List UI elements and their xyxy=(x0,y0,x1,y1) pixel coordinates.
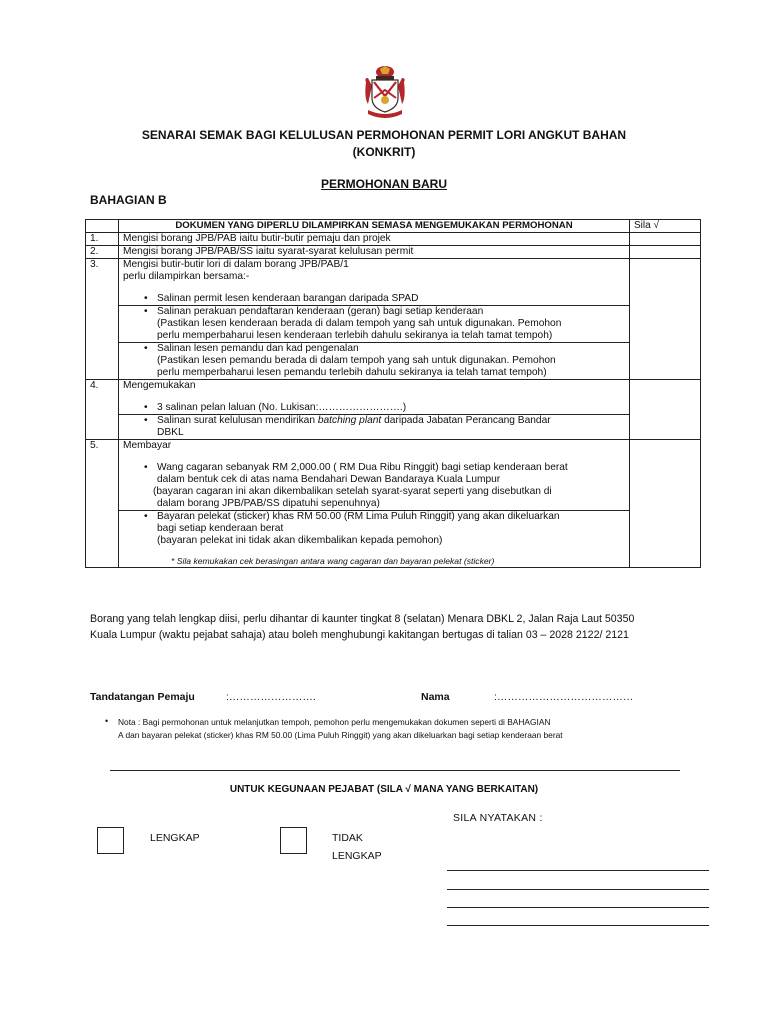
bullet-item: • 3 salinan pelan laluan (No. Lukisan:…………………….) xyxy=(157,402,625,414)
nota-text xyxy=(118,716,688,742)
bullet-item: • Bayaran pelekat (sticker) khas RM 50.00 (RM Lima Puluh Ringgit) yang akan dikeluarkan xyxy=(157,511,625,523)
specify-line-1[interactable] xyxy=(447,870,709,871)
table-footnote: * Sila kemukakan cek berasingan antara wang cagaran dan bayaran pelekat (sticker) xyxy=(171,556,495,566)
bullet-note: (bayaran cagaran ini akan dikembalikan setelah syarat-syarat seperti yang disebutkan di xyxy=(153,486,552,497)
checklist-table xyxy=(85,219,701,568)
bullet-note: dalam bentuk cek di atas nama Bendahari Dewan Bandaraya Kuala Lumpur xyxy=(157,474,501,485)
bullet-item: • Salinan perakuan pendaftaran kenderaan (geran) bagi setiap kenderaan xyxy=(157,306,625,318)
document-title-suffix: (KONKRIT) xyxy=(352,145,416,159)
bullet-note: (bayaran pelekat ini tidak akan dikembalikan kepada pemohon) xyxy=(157,535,443,546)
name-label: Nama xyxy=(421,691,450,703)
table-row xyxy=(86,233,701,246)
table-row xyxy=(86,380,701,415)
tidak-lengkap-label: TIDAK LENGKAP xyxy=(332,832,382,862)
header-document-cell: DOKUMEN YANG DIPERLU DILAMPIRKAN SEMASA MENGEMUKAKAN PERMOHONAN xyxy=(119,220,630,233)
check-cell[interactable] xyxy=(630,233,701,246)
bullet-list xyxy=(123,511,625,523)
developer-signature-field[interactable]: :……………………. xyxy=(226,691,316,703)
name-field[interactable]: :………………………………… xyxy=(494,691,634,703)
bullet-item: • Salinan surat kelulusan mendirikan batching plant daripada Jabatan Perancang Bandar xyxy=(157,415,625,427)
row-number: 4. xyxy=(86,380,119,440)
nota-line: A dan bayaran pelekat (sticker) khas RM 50.00 (Lima Puluh Ringgit) yang akan dikeluarkan bagi setiap kenderaan berat xyxy=(118,730,563,740)
table-row xyxy=(86,259,701,306)
table-subrow xyxy=(86,343,701,380)
table-subrow xyxy=(86,511,701,568)
tidak-lengkap-checkbox[interactable] xyxy=(280,827,307,854)
bullet-note: perlu memperbaharui lesen pemandu terlebih dahulu sekiranya ia telah tamat tempoh) xyxy=(157,367,547,378)
bullet-note: (Pastikan lesen kenderaan berada di dalam tempoh yang sah untuk digunakan. Pemohon xyxy=(157,318,562,329)
divider-line xyxy=(110,770,680,771)
bullet-item: • Salinan permit lesen kenderaan barangan daripada SPAD xyxy=(157,293,625,305)
row-text xyxy=(119,306,630,343)
table-row xyxy=(86,440,701,511)
specify-line-3[interactable] xyxy=(447,907,709,908)
nota-line: Nota : Bagi permohonan untuk melanjutkan tempoh, pemohon perlu mengemukakan dokumen seperti di BAHAGIAN xyxy=(118,717,551,727)
office-use-heading: UNTUK KEGUNAAN PEJABAT (SILA √ MANA YANG BERKAITAN) xyxy=(229,784,539,795)
bullet-list xyxy=(123,415,625,427)
bullet-item: • Wang cagaran sebanyak RM 2,000.00 ( RM Dua Ribu Ringgit) bagi setiap kenderaan berat xyxy=(157,462,625,474)
bullet-list xyxy=(123,402,625,414)
row-number: 1. xyxy=(86,233,119,246)
row-number: 5. xyxy=(86,440,119,568)
row-text xyxy=(119,511,630,568)
row-text: Mengisi borang JPB/PAB iaitu butir-butir pemaju dan projek xyxy=(119,233,630,246)
lengkap-label: LENGKAP xyxy=(150,832,200,844)
bullet-note: perlu memperbaharui lesen kenderaan terlebih dahulu sekiranya ia telah tamat tempoh) xyxy=(157,330,553,341)
table-header-row xyxy=(86,220,701,233)
bullet-list xyxy=(123,462,625,474)
bullet-note: dalam borang JPB/PAB/SS dipatuhi sepenuhnya) xyxy=(157,498,380,509)
check-cell[interactable] xyxy=(630,259,701,380)
bullet-list xyxy=(123,343,625,355)
specify-line-2[interactable] xyxy=(447,889,709,890)
dbkl-crest-logo xyxy=(362,64,408,122)
instruction-line: Kuala Lumpur (waktu pejabat sahaja) atau boleh menghubungi kakitangan bertugas di talian 03 – 2028 2122/ 2121 xyxy=(90,629,629,641)
bullet-note: (Pastikan lesen pemandu berada di dalam tempoh yang sah untuk digunakan. Pemohon xyxy=(157,355,556,366)
row-text xyxy=(119,415,630,440)
bullet-note: DBKL xyxy=(157,427,184,438)
check-cell[interactable] xyxy=(630,380,701,440)
row-line: Mengisi butir-butir lori di dalam borang JPB/PAB/1 xyxy=(123,259,349,270)
row-number: 3. xyxy=(86,259,119,380)
nota-bullet: • xyxy=(105,716,109,726)
bullet-list xyxy=(123,306,625,318)
instruction-line: Borang yang telah lengkap diisi, perlu dihantar di kaunter tingkat 8 (selatan) Menara DBKL 2, Jalan Raja Laut 50350 xyxy=(90,613,635,625)
developer-signature-label: Tandatangan Pemaju xyxy=(90,691,195,703)
header-check-cell: Sila √ xyxy=(630,220,701,233)
lengkap-checkbox[interactable] xyxy=(97,827,124,854)
row-line: Membayar xyxy=(123,440,172,451)
row-text: Mengisi borang JPB/PAB/SS iaitu syarat-syarat kelulusan permit xyxy=(119,246,630,259)
submission-instructions xyxy=(90,611,690,643)
row-number: 2. xyxy=(86,246,119,259)
row-line: perlu dilampirkan bersama:- xyxy=(123,271,250,282)
please-specify-label: SILA NYATAKAN : xyxy=(453,812,543,824)
row-line: Mengemukakan xyxy=(123,380,196,391)
table-row xyxy=(86,246,701,259)
document-title: SENARAI SEMAK BAGI KELULUSAN PERMOHONAN PERMIT LORI ANGKUT BAHAN xyxy=(141,128,627,142)
row-text xyxy=(119,380,630,415)
bullet-list xyxy=(123,293,625,305)
check-cell[interactable] xyxy=(630,440,701,568)
row-text xyxy=(119,440,630,511)
row-text xyxy=(119,259,630,306)
bullet-item: • Salinan lesen pemandu dan kad pengenalan xyxy=(157,343,625,355)
document-subtitle: PERMOHONAN BARU xyxy=(321,177,447,191)
table-subrow xyxy=(86,415,701,440)
bullet-note: bagi setiap kenderaan berat xyxy=(157,523,284,534)
table-subrow xyxy=(86,306,701,343)
section-heading: BAHAGIAN B xyxy=(90,193,167,207)
header-number-cell xyxy=(86,220,119,233)
specify-line-4[interactable] xyxy=(447,925,709,926)
check-cell[interactable] xyxy=(630,246,701,259)
row-text xyxy=(119,343,630,380)
